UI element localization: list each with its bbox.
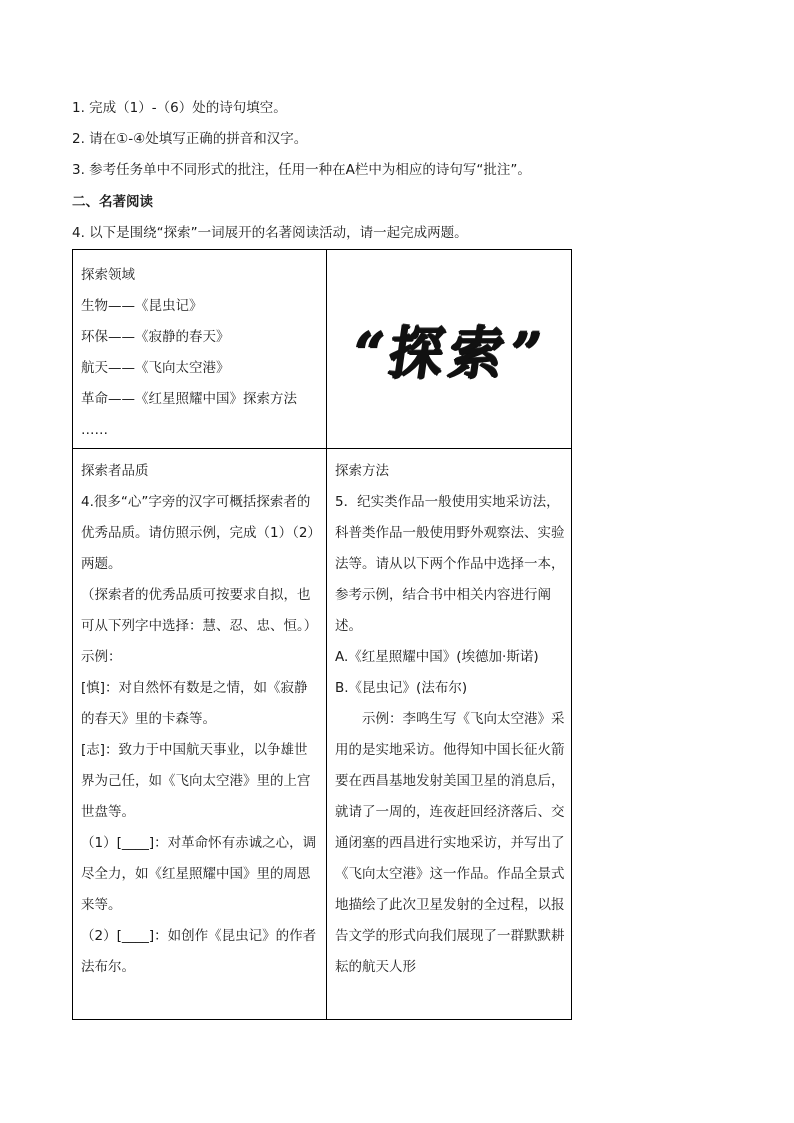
methods-title: 探索方法 <box>335 463 389 479</box>
blank-question-2: （2）[____]：如创作《昆虫记》的作者法布尔。 <box>81 928 317 975</box>
instruction-3: 3. 参考任务单中不同形式的批注，任用一种在A栏中为相应的诗句写“批注”。 <box>72 162 531 178</box>
example-label: 示例： <box>81 649 122 665</box>
calligraphy-explore: “探索” <box>347 319 552 387</box>
methods-example: 示例：李鸣生写《飞向太空港》采用的是实地采访。他得知中国长征火箭要在西昌基地发射美国卫星的消息后，就请了一周的，连夜赶回经济落后、交通闭塞的西昌进行实地采访，并写出了《飞向太空港》这一作品。作品全景式地描绘了此次卫星发射的全过程，以报告文学的形式向我们展现了一群默默耕耘的航天人形 <box>335 711 565 975</box>
blank-question-1: （1）[____]：对革命怀有赤诚之心，调尽全力，如《红星照耀中国》里的周恩来等。 <box>81 835 317 913</box>
domain-item: 生物——《昆虫记》 <box>81 298 203 314</box>
activity-table <box>72 249 572 1020</box>
methods-cell <box>335 456 565 983</box>
qualities-question: 4.很多“心”字旁的汉字可概括探索者的优秀品质。请仿照示例，完成（1）（2）两题。 <box>81 494 315 572</box>
option-b: B.《昆虫记》(法布尔) <box>335 680 468 696</box>
domain-item: 革命——《红星照耀中国》探索方法 <box>81 391 297 407</box>
domains-title: 探索领域 <box>81 267 135 283</box>
instruction-1: 1. 完成（1）-（6）处的诗句填空。 <box>72 100 287 116</box>
qualities-title: 探索者品质 <box>81 463 149 479</box>
question-intro: 4. 以下是围绕“探索”一词展开的名著阅读活动，请一起完成两题。 <box>72 225 468 241</box>
section-heading: 二、名著阅读 <box>72 194 153 210</box>
methods-question: 5．纪实类作品一般使用实地采访法，科普类作品一般使用野外观察法、实验法等。请从以下两个作品中选择一本，参考示例，结合书中相关内容进行阐述。 <box>335 494 565 634</box>
example-2: [志]：致力于中国航天事业，以争雄世界为己任，如《飞向太空港》里的上宫世盘等。 <box>81 742 311 820</box>
calligraphy-cell <box>327 250 573 448</box>
example-1: [慎]：对自然怀有数是之情，如《寂静的春天》里的卡森等。 <box>81 680 308 727</box>
domain-item: 航天——《飞向太空港》 <box>81 360 230 376</box>
qualities-cell <box>81 456 317 983</box>
domain-item-ellipsis: …… <box>81 422 108 438</box>
domain-item: 环保——《寂静的春天》 <box>81 329 230 345</box>
instruction-2: 2. 请在①-④处填写正确的拼音和汉字。 <box>72 131 308 147</box>
domains-cell <box>81 260 319 446</box>
qualities-options: （探索者的优秀品质可按要求自拟，也可从下列字中选择：慧、忍、忠、恒。） <box>81 587 318 634</box>
option-a: A.《红星照耀中国》(埃德加·斯诺) <box>335 649 539 665</box>
table-divider-horizontal <box>73 448 571 449</box>
